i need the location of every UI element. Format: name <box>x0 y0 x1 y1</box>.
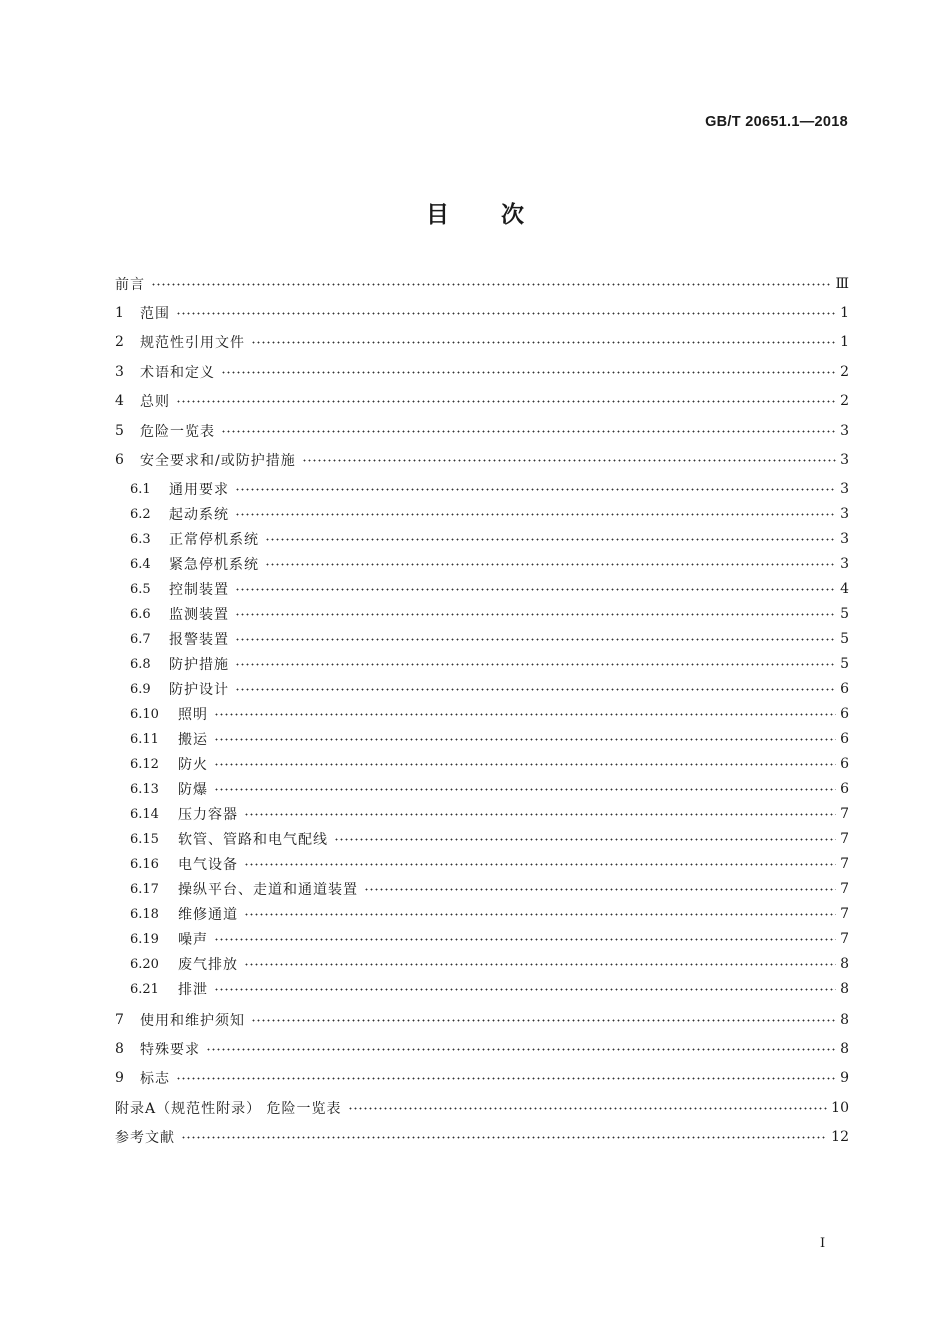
toc-entry-number: 6.8 <box>130 656 151 672</box>
toc-entry-page: 8 <box>840 1012 849 1028</box>
toc-entry-page: 3 <box>840 423 849 439</box>
toc-entry-page: 6 <box>840 731 849 747</box>
toc-entry-page: 7 <box>840 906 849 922</box>
toc-entry-label: 标志 <box>140 1071 170 1087</box>
toc-entry-label: 前言 <box>115 277 145 293</box>
toc-entry-number: 9 <box>115 1070 124 1086</box>
toc-entry-label: 防护措施 <box>169 657 229 673</box>
toc-entry-page: 6 <box>840 706 849 722</box>
toc-entry[interactable] <box>115 450 849 470</box>
dot-leader <box>221 430 836 433</box>
toc-subentry[interactable] <box>130 779 849 799</box>
toc-entry-label: 电气设备 <box>178 857 238 873</box>
toc-subentry[interactable] <box>130 704 849 724</box>
toc-subentry[interactable] <box>130 579 849 599</box>
dot-leader <box>265 538 836 541</box>
toc-entry-foreword[interactable] <box>115 274 849 294</box>
toc-entry-number: 6.5 <box>130 581 151 597</box>
toc-entry[interactable] <box>115 1010 849 1030</box>
toc-subentry[interactable] <box>130 504 849 524</box>
toc-entry-page: 5 <box>840 606 849 622</box>
toc-entry-page: 1 <box>840 305 849 321</box>
toc-entry-number: 6.12 <box>130 756 159 772</box>
dot-leader <box>235 613 836 616</box>
toc-subentry[interactable] <box>130 954 849 974</box>
toc-entry[interactable] <box>115 421 849 441</box>
page-number: I <box>820 1236 826 1251</box>
toc-entry-number: 6.19 <box>130 931 159 947</box>
toc-entry-page: 7 <box>840 881 849 897</box>
dot-leader <box>176 1077 836 1080</box>
toc-entry-label: 使用和维护须知 <box>140 1013 245 1029</box>
toc-entry-label: 防爆 <box>178 782 208 798</box>
page-title: 目次 <box>426 202 576 228</box>
toc-entry-label: 危险一览表 <box>140 424 215 440</box>
toc-entry-label: 照明 <box>178 707 208 723</box>
toc-entry-label: 噪声 <box>178 932 208 948</box>
toc-entry-number: 6.20 <box>130 956 159 972</box>
toc-entry-label: 废气排放 <box>178 957 238 973</box>
dot-leader <box>235 663 836 666</box>
toc-entry-label: 参考文献 <box>115 1130 175 1146</box>
dot-leader <box>176 400 836 403</box>
dot-leader <box>214 738 836 741</box>
dot-leader <box>244 813 836 816</box>
toc-entry-label: 规范性引用文件 <box>140 335 245 351</box>
toc-entry-page: 3 <box>840 531 849 547</box>
toc-subentry[interactable] <box>130 904 849 924</box>
toc-subentry[interactable] <box>130 754 849 774</box>
toc-entry-page: 4 <box>840 581 849 597</box>
toc-entry-number: 6.16 <box>130 856 159 872</box>
toc-entry-label: 总则 <box>140 394 170 410</box>
toc-entry-page: 2 <box>840 393 849 409</box>
toc-entry-page: 6 <box>840 681 849 697</box>
toc-entry-label: 软管、管路和电气配线 <box>178 832 328 848</box>
toc-subentry[interactable] <box>130 529 849 549</box>
toc-subentry[interactable] <box>130 729 849 749</box>
toc-entry[interactable] <box>115 1039 849 1059</box>
toc-entry-label: 搬运 <box>178 732 208 748</box>
dot-leader <box>221 371 836 374</box>
toc-entry-number: 6.11 <box>130 731 159 747</box>
toc-entry-page: Ⅲ <box>835 276 849 292</box>
toc-entry-page: 7 <box>840 831 849 847</box>
toc-entry-number: 8 <box>115 1041 124 1057</box>
toc-subentry[interactable] <box>130 679 849 699</box>
toc-entry-number: 6.15 <box>130 831 159 847</box>
toc-entry-label: 紧急停机系统 <box>169 557 259 573</box>
toc-entry-page: 6 <box>840 756 849 772</box>
dot-leader <box>235 488 836 491</box>
toc-entry-page: 2 <box>840 364 849 380</box>
toc-entry-label: 维修通道 <box>178 907 238 923</box>
toc-entry-label: 防护设计 <box>169 682 229 698</box>
dot-leader <box>176 312 836 315</box>
toc-entry[interactable] <box>115 303 849 323</box>
toc-entry-page: 7 <box>840 931 849 947</box>
toc-subentry[interactable] <box>130 654 849 674</box>
toc-subentry[interactable] <box>130 554 849 574</box>
toc-entry-page: 7 <box>840 856 849 872</box>
toc-entry-label: 术语和定义 <box>140 365 215 381</box>
dot-leader <box>235 638 836 641</box>
toc-entry-number: 6.2 <box>130 506 151 522</box>
toc-entry-page: 3 <box>840 481 849 497</box>
toc-entry-page: 9 <box>840 1070 849 1086</box>
dot-leader <box>244 963 836 966</box>
toc-entry-number: 6.3 <box>130 531 151 547</box>
toc-entry-number: 6.1 <box>130 481 151 497</box>
toc-entry[interactable] <box>115 332 849 352</box>
toc-subentry[interactable] <box>130 929 849 949</box>
toc-entry-label: 控制装置 <box>169 582 229 598</box>
toc-entry-number: 6 <box>115 452 124 468</box>
toc-entry-label: 范围 <box>140 306 170 322</box>
toc-entry-number: 1 <box>115 305 124 321</box>
toc-subentry[interactable] <box>130 879 849 899</box>
dot-leader <box>265 563 836 566</box>
toc-entry-page: 7 <box>840 806 849 822</box>
dot-leader <box>302 459 836 462</box>
dot-leader <box>235 513 836 516</box>
toc-entry-page: 8 <box>840 956 849 972</box>
toc-entry-label: 防火 <box>178 757 208 773</box>
toc-entry-number: 4 <box>115 393 124 409</box>
toc-entry-label: 监测装置 <box>169 607 229 623</box>
toc-entry-number: 3 <box>115 364 124 380</box>
toc-entry-label: 压力容器 <box>178 807 238 823</box>
standard-code: GB/T 20651.1—2018 <box>705 114 848 130</box>
toc-entry-label: 正常停机系统 <box>169 532 259 548</box>
toc-entry-page: 5 <box>840 656 849 672</box>
dot-leader <box>244 913 836 916</box>
toc-entry-page: 1 <box>840 334 849 350</box>
toc-entry-number: 6.7 <box>130 631 151 647</box>
toc-entry-number: 6.14 <box>130 806 159 822</box>
toc-entry-number: 6.18 <box>130 906 159 922</box>
toc-entry-label: 特殊要求 <box>140 1042 200 1058</box>
dot-leader <box>214 763 836 766</box>
dot-leader <box>214 713 836 716</box>
toc-entry-page: 5 <box>840 631 849 647</box>
dot-leader <box>251 341 836 344</box>
toc-entry-number: 2 <box>115 334 124 350</box>
toc-entry-page: 10 <box>831 1100 849 1116</box>
dot-leader <box>181 1136 827 1139</box>
dot-leader <box>364 888 836 891</box>
toc-entry[interactable] <box>115 391 849 411</box>
toc-entry-page: 8 <box>840 1041 849 1057</box>
toc-entry[interactable] <box>115 362 849 382</box>
toc-entry-page: 8 <box>840 981 849 997</box>
toc-subentry[interactable] <box>130 854 849 874</box>
toc-subentry[interactable] <box>130 979 849 999</box>
toc-subentry[interactable] <box>130 604 849 624</box>
toc-entry-page: 3 <box>840 556 849 572</box>
dot-leader <box>214 988 836 991</box>
toc-subentry[interactable] <box>130 479 849 499</box>
toc-entry-number: 6.21 <box>130 981 159 997</box>
toc-entry-label: 起动系统 <box>169 507 229 523</box>
toc-entry-number: 6.6 <box>130 606 151 622</box>
toc-entry-number: 6.10 <box>130 706 159 722</box>
toc-entry-page: 3 <box>840 506 849 522</box>
toc-entry-label: 操纵平台、走道和通道装置 <box>178 882 358 898</box>
toc-subentry[interactable] <box>130 829 849 849</box>
toc-entry-label: 报警装置 <box>169 632 229 648</box>
toc-entry[interactable] <box>115 1068 849 1088</box>
toc-entry-page: 3 <box>840 452 849 468</box>
dot-leader <box>334 838 836 841</box>
dot-leader <box>235 688 836 691</box>
toc-entry-number: 7 <box>115 1012 124 1028</box>
toc-entry-page: 6 <box>840 781 849 797</box>
toc-entry-annex-a[interactable] <box>115 1098 849 1118</box>
toc-entry-label: 通用要求 <box>169 482 229 498</box>
toc-entry-page: 12 <box>831 1129 849 1145</box>
toc-subentry[interactable] <box>130 629 849 649</box>
dot-leader <box>151 283 831 286</box>
toc-entry-label: 安全要求和/或防护措施 <box>140 453 296 469</box>
toc-entry-label: 附录A（规范性附录） 危险一览表 <box>115 1101 342 1117</box>
dot-leader <box>244 863 836 866</box>
dot-leader <box>235 588 836 591</box>
toc-entry-label: 排泄 <box>178 982 208 998</box>
dot-leader <box>251 1019 836 1022</box>
dot-leader <box>206 1048 836 1051</box>
toc-entry-number: 6.13 <box>130 781 159 797</box>
toc-entry-number: 6.4 <box>130 556 151 572</box>
dot-leader <box>214 788 836 791</box>
toc-entry-number: 5 <box>115 423 124 439</box>
toc-entry-bibliography[interactable] <box>115 1127 849 1147</box>
toc-entry-number: 6.17 <box>130 881 159 897</box>
toc-entry-number: 6.9 <box>130 681 151 697</box>
toc-subentry[interactable] <box>130 804 849 824</box>
dot-leader <box>348 1107 828 1110</box>
dot-leader <box>214 938 836 941</box>
